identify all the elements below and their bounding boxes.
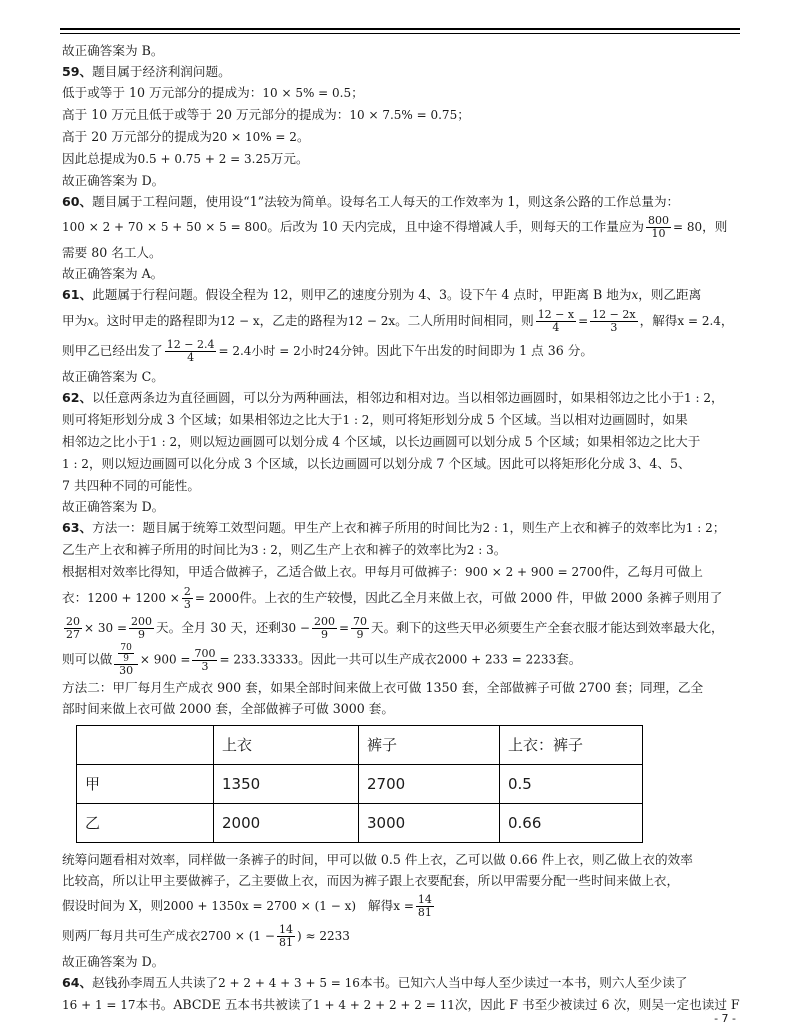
table-cell: 乙 (77, 804, 214, 843)
q60-line-2: 100 × 2 + 70 × 5 + 50 × 5 = 800。后改为 10 天内完成，且中途不得增减人手，则每天的工作量应为 $\frac{800}{10}$ = 80，则 (62, 214, 728, 240)
q59-line-d: 因此总提成为0.5 + 0.75 + 2 = 3.25万元。 (62, 151, 309, 166)
header-rule (60, 28, 740, 30)
fraction: $\frac{70}{9}$ (353, 615, 368, 641)
q63-method2-line-4: 比较高，所以让甲主要做裤子，乙主要做上衣，而因为裤子跟上衣要配套，所以甲需要分配一些时间来做上衣， (62, 873, 680, 888)
q63-method2-line-2: 部时间来做上衣可做 2000 套，全部做裤子可做 3000 套。 (62, 701, 394, 716)
table-cell: 0.66 (500, 804, 643, 843)
header-rule-thin (60, 33, 740, 34)
table-cell: 2700 (359, 765, 500, 804)
table-cell: 3000 (359, 804, 500, 843)
q62-line-3: 相邻边之比小于1 : 2，则以短边画圆可以划分成 4 个区域，以长边画圆可以划分成 5 个区域；如果相邻边之比大于 (62, 434, 701, 449)
fraction: $\frac{800}{10}$ (648, 214, 670, 240)
page-number: - 7 - (714, 1012, 736, 1025)
q59-answer: 故正确答案为 D。 (62, 173, 165, 188)
q63-line-5: $\frac{20}{27}$ × 30 = $\frac{200}{9}$ 天。全月 30 天，还剩30 − $\frac{200}{9}$ = $\frac{70}{9}$ 天。剩下的这些天甲必须要生产全套衣服才能达到效率最大化， (66, 615, 724, 641)
q63-method2-line-6: 则两厂每月共可生产成衣2700 × (1 − $\frac{14}{81}$ ) ≈ 2233 (62, 923, 350, 949)
fraction: $\frac{12 - 2.4}{4}$ (166, 338, 215, 364)
q63-line-6: 则可以做 $\frac{\frac{70}{9}}{30}$ × 900 = $\frac{700}{3}$ = 233.33333。因此一共可以生产成衣2000 + 233 = 2233套。 (62, 643, 582, 677)
table-header-cell: 上衣 (214, 726, 359, 765)
q62-heading: 62、以任意两条边为直径画圆，可以分为两种画法，相邻边和相对边。当以相邻边画圆时，如果相邻边之比小于1 : 2， (62, 390, 724, 405)
table-header-cell: 裤子 (359, 726, 500, 765)
q61-line-3: 则甲乙已经出发了 $\frac{12 - 2.4}{4}$ = 2.4小时 = 2小时24分钟。因此下午出发的时间即为 1 点 36 分。 (62, 338, 593, 364)
table-row (77, 804, 643, 843)
efficiency-table (76, 725, 643, 843)
document-body (62, 40, 742, 1016)
fraction: $\frac{12 - 2x}{3}$ (592, 308, 636, 334)
q61-heading: 61、此题属于行程问题。假设全程为 12，则甲乙的速度分别为 4、3。设下午 4 点时，甲距离 B 地为x，则乙距离 (62, 287, 702, 302)
answer-line: 故正确答案为 B。 (62, 43, 164, 58)
q60-answer: 故正确答案为 A。 (62, 266, 164, 281)
q62-line-5: 7 共四种不同的可能性。 (62, 478, 200, 493)
fraction: $\frac{14}{81}$ (417, 893, 432, 919)
fraction: $\frac{200}{9}$ (131, 615, 153, 641)
table-cell: 甲 (77, 765, 214, 804)
fraction: $\frac{700}{3}$ (194, 646, 216, 673)
table-header-cell: 上衣：裤子 (500, 726, 643, 765)
q61-line-2: 甲为x。这时甲走的路程即为12 − x，乙走的路程为12 − 2x。二人所用时间相同，则 $\frac{12 - x}{4}$ = $\frac{12 - 2x}{3}$ ，解得x = 2.4， (62, 308, 734, 334)
fraction: $\frac{70}{9}$ (120, 643, 132, 664)
q59-line-a: 低于或等于 10 万元部分的提成为：10 × 5% = 0.5； (62, 85, 364, 100)
fraction: $\frac{200}{9}$ (313, 615, 335, 641)
q60-line-3: 需要 80 名工人。 (62, 245, 162, 260)
fraction: $\frac{20}{27}$ (66, 615, 80, 641)
q59-line-b: 高于 10 万元且低于或等于 20 万元部分的提成为：10 × 7.5% = 0.75； (62, 107, 470, 122)
q64-line-2: 16 + 1 = 17本书。ABCDE 五本书共被读了1 + 4 + 2 + 2 + 2 = 11次，因此 F 书至少被读过 6 次，则吴一定也读过 F (62, 997, 740, 1012)
fraction: $\frac{14}{81}$ (278, 923, 293, 949)
q63-method2-line-5: 假设时间为 X，则2000 + 1350x = 2700 × (1 − x) 解得x = $\frac{14}{81}$ (62, 893, 432, 919)
q59-heading: 59、题目属于经济利润问题。 (62, 64, 231, 79)
q63-line-4: 衣：1200 + 1200 × $\frac{2}{3}$ = 2000件。上衣的生产较慢，因此乙全月来做上衣，可做 2000 件，甲做 2000 条裤子则用了 (62, 585, 723, 611)
compound-fraction: $\frac{\frac{70}{9}}{30}$ (114, 643, 137, 677)
q62-line-4: 1 : 2，则以短边画圆可以化分成 3 个区域，以长边画圆可以划分成 7 个区域。因此可以将矩形化分成 3、4、5、 (62, 456, 691, 471)
q64-heading: 64、赵钱孙李周五人共读了2 + 2 + 4 + 3 + 5 = 16本书。已知六人当中每人至少读过一本书，则六人至少读了 (62, 975, 688, 990)
q61-answer: 故正确答案为 C。 (62, 369, 164, 384)
table-cell: 0.5 (500, 765, 643, 804)
q63-line-3: 根据相对效率比得知，甲适合做裤子，乙适合做上衣。甲每月可做裤子：900 × 2 + 900 = 2700件，乙每月可做上 (62, 564, 703, 579)
q62-line-2: 则可将矩形划分成 3 个区域；如果相邻边之比大于1 : 2，则可将矩形划分成 5 个区域。当以相对边画圆时，如果 (62, 412, 688, 427)
q60-heading: 60、题目属于工程问题，使用设“1”法较为简单。设每名工人每天的工作效率为 1，则这条公路的工作总量为： (62, 194, 680, 209)
q59-line-c: 高于 20 万元部分的提成为20 × 10% = 2。 (62, 129, 310, 144)
table-cell: 1350 (214, 765, 359, 804)
fraction: $\frac{12 - x}{4}$ (537, 308, 575, 334)
table-row (77, 765, 643, 804)
table-header-cell (77, 726, 214, 765)
q63-method2-line-3: 统筹问题看相对效率，同样做一条裤子的时间，甲可以做 0.5 件上衣，乙可以做 0.66 件上衣，则乙做上衣的效率 (62, 852, 693, 867)
table-header-row (77, 726, 643, 765)
q63-answer: 故正确答案为 D。 (62, 954, 165, 969)
table-cell: 2000 (214, 804, 359, 843)
fraction: $\frac{2}{3}$ (183, 585, 191, 611)
q63-method2-line-1: 方法二：甲厂每月生产成衣 900 套，如果全部时间来做上衣可做 1350 套，全部做裤子可做 2700 套；同理，乙全 (62, 680, 704, 695)
q63-heading: 63、方法一：题目属于统筹工效型问题。甲生产上衣和裤子所用的时间比为2 : 1，则生产上衣和裤子的效率比为1 : 2； (62, 520, 726, 535)
q63-line-2: 乙生产上衣和裤子所用的时间比为3 : 2，则乙生产上衣和裤子的效率比为2 : 3。 (62, 542, 507, 557)
q62-answer: 故正确答案为 D。 (62, 499, 165, 514)
